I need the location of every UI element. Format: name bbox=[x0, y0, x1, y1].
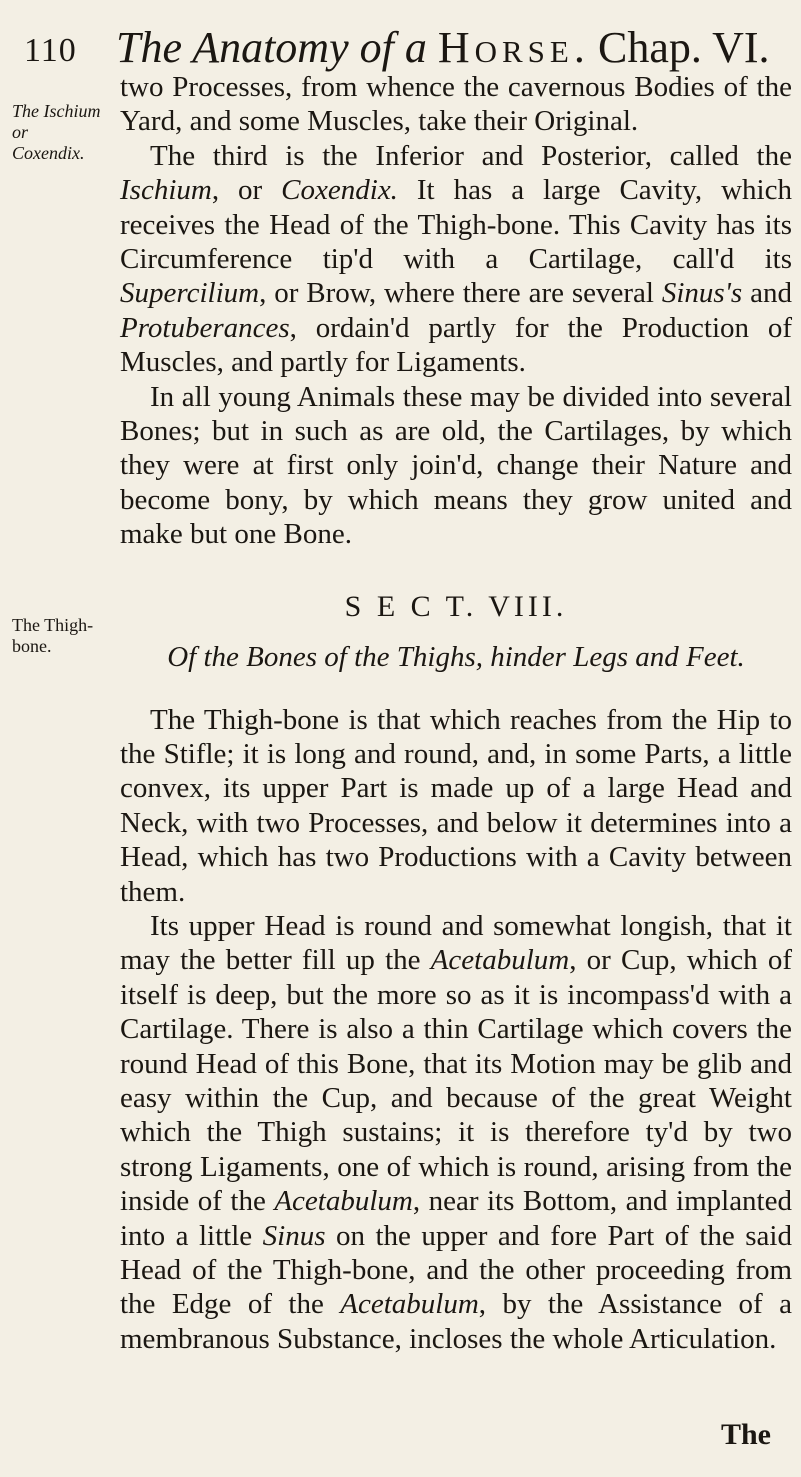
page-header bbox=[18, 14, 788, 74]
text-run: , near its Bottom, and implanted into a little bbox=[120, 1185, 792, 1252]
paragraph-3: In all young Animals these may be divided into several Bones; but in such as are old, the Cartilages, by which they were at first only join'd, change their Nature and become bony, by which means they grow united and make but one Bone. bbox=[120, 380, 792, 551]
text-run: on the upper and fore Part of the said Head of the Thigh-bone, and the other proceeding from the Edge of the bbox=[120, 1219, 792, 1321]
margin-note-thigh-bone bbox=[12, 615, 104, 657]
term-acetabulum: Acetabulum bbox=[340, 1288, 479, 1321]
term-supercilium: Supercilium bbox=[120, 277, 260, 310]
paragraph-1: two Processes, from whence the cavernous Bodies of the Yard, and some Muscles, take their Original. bbox=[120, 71, 792, 138]
text-run: and bbox=[742, 277, 792, 310]
section-heading: S E C T. VIII. bbox=[344, 589, 568, 623]
running-title bbox=[116, 22, 770, 73]
term-sinus: Sinus bbox=[262, 1219, 326, 1252]
section-subtitle: Of the Bones of the Thighs, hinder Legs and Feet. bbox=[167, 641, 745, 674]
body-text bbox=[120, 70, 792, 1356]
margin-note-ischium bbox=[12, 101, 104, 164]
margin-note-line: The Thigh- bbox=[12, 615, 94, 635]
running-title-horse: Horse. bbox=[437, 23, 590, 72]
text-run: The third is the Inferior and Posterior, called the bbox=[150, 139, 792, 172]
paragraph-4: The Thigh-bone is that which reaches from the Hip to the Stifle; it is long and round, and, in some Parts, a little convex, its upper Part is made up of a large Head and Neck, with two Processes, and below it determines into a Head, which has two Productions with a Cavity between them. bbox=[120, 703, 792, 908]
term-coxendix: Coxendix. bbox=[281, 174, 398, 207]
term-ischium: Ischium bbox=[120, 174, 212, 207]
margin-note-line: or Coxendix. bbox=[12, 122, 85, 163]
paragraph-2 bbox=[120, 139, 792, 380]
text-run: , ordain'd partly for the Production of Muscles, and partly for Ligaments. bbox=[120, 311, 792, 379]
page-number: 110 bbox=[24, 32, 77, 69]
text-run: It has a large Cavity, which receives the Head of the Thigh-bone. This Cavity has its Circumference tip'd with a Cartilage, call'd its bbox=[120, 174, 792, 276]
margin-note-line: bone. bbox=[12, 636, 52, 656]
text-run: Its upper Head is round and somewhat longish, that it may the better fill up the bbox=[120, 909, 792, 977]
term-acetabulum: Acetabulum bbox=[274, 1185, 413, 1218]
margin-note-line: The Ischium bbox=[12, 101, 101, 121]
text-run: , or Brow, where there are several bbox=[259, 277, 662, 310]
chapter-label: Chap. VI. bbox=[598, 23, 770, 72]
term-sinus: Sinus's bbox=[661, 277, 743, 310]
term-protuberances: Protuberances bbox=[120, 311, 290, 344]
paragraph-5 bbox=[120, 909, 792, 1356]
text-run: , or Cup, which of itself is deep, but the more so as it is incompass'd with a Cartilage. There is also a thin Cartilage which covers the round Head of this Bone, that its Motion may be glib and easy within the Cup, and because of the great Weight which the Thigh sustains; it is therefore ty'd by two strong Ligaments, one of which is round, arising from the inside of the bbox=[120, 944, 792, 1218]
term-acetabulum: Acetabulum bbox=[430, 944, 570, 977]
running-title-italic: The Anatomy of a bbox=[116, 23, 438, 72]
text-run: , or bbox=[211, 174, 282, 207]
text-run: , by the Assistance of a membranous Substance, incloses the whole Articulation. bbox=[120, 1288, 792, 1355]
catchword: The bbox=[720, 1418, 771, 1451]
